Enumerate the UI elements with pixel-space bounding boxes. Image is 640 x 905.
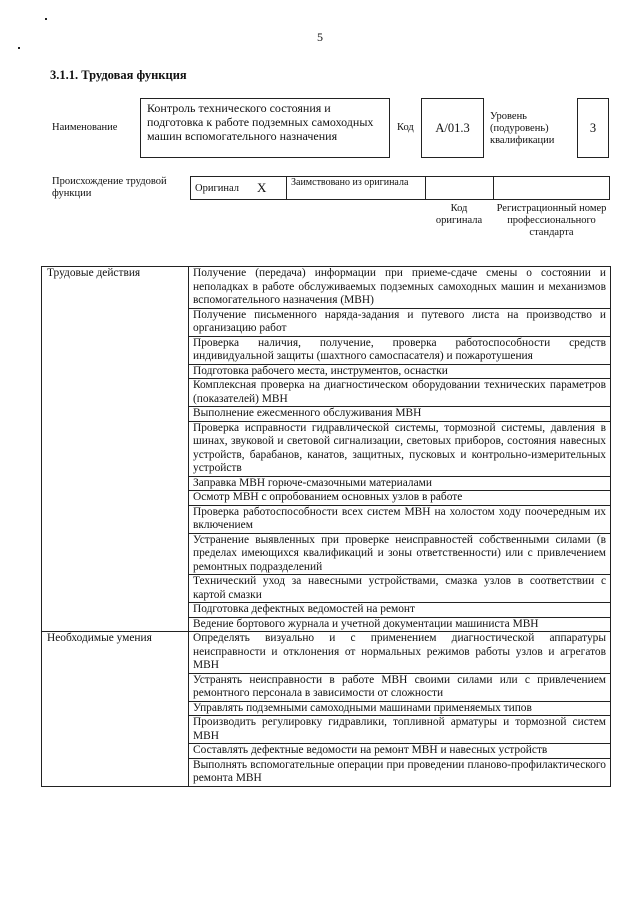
original-cell bbox=[191, 177, 287, 199]
page-number: 5 bbox=[317, 30, 323, 44]
list-item: Выполнение ежесменного обслуживания МВН bbox=[189, 407, 611, 422]
section-title: 3.1.1. Трудовая функция bbox=[50, 68, 187, 82]
list-item: Выполнять вспомогательные операции при проведении планово-профилактического ремонта МВН bbox=[189, 758, 611, 786]
name-label: Наименование bbox=[52, 122, 118, 133]
list-item: Получение письменного наряда-задания и путевого листа на производство и организацию работ bbox=[189, 308, 611, 336]
reg-number-caption: Регистрационный номер профессионального стандарта bbox=[496, 203, 607, 238]
table-row bbox=[42, 267, 611, 309]
code-label: Код bbox=[397, 122, 414, 133]
list-item: Комплексная проверка на диагностическом оборудовании технических параметров (показателей) МВН bbox=[189, 379, 611, 407]
list-item: Подготовка рабочего места, инструментов, оснастки bbox=[189, 364, 611, 379]
function-name-value: Контроль технического состояния и подготовка к работе подземных самоходных машин вспомогательного назначения bbox=[147, 101, 374, 143]
required-skills-label: Необходимые умения bbox=[42, 632, 189, 787]
labor-actions-label: Трудовые действия bbox=[42, 267, 189, 632]
level-label: Уровень (подуровень) квалификации bbox=[490, 111, 555, 146]
list-item: Устранять неисправности в работе МВН своими силами или с привлечением ремонтного персонала в зависимости от сложности bbox=[189, 673, 611, 701]
reg-number-cell bbox=[494, 177, 609, 199]
table-row bbox=[42, 632, 611, 674]
origin-row bbox=[190, 176, 610, 200]
function-name-box bbox=[140, 98, 390, 158]
list-item: Осмотр МВН с опробованием основных узлов в работе bbox=[189, 491, 611, 506]
original-label: Оригинал bbox=[195, 183, 239, 194]
code-original-cell bbox=[426, 177, 494, 199]
list-item: Составлять дефектные ведомости на ремонт МВН и навесных устройств bbox=[189, 744, 611, 759]
level-box bbox=[577, 98, 609, 158]
code-original-caption: Код оригинала bbox=[435, 203, 483, 226]
list-item: Управлять подземными самоходными машинами применяемых типов bbox=[189, 701, 611, 716]
list-item: Устранение выявленных при проверке неисправностей собственными силами (в пределах имеющихся квалификаций и зоны ответственности) или с привлечением ремонтных подразделений bbox=[189, 533, 611, 575]
list-item: Проверка работоспособности всех систем МВН на холостом ходу поочередным их включением bbox=[189, 505, 611, 533]
list-item: Заправка МВН горюче-смазочными материалами bbox=[189, 476, 611, 491]
borrowed-label: Заимствовано из оригинала bbox=[291, 177, 409, 188]
origin-label: Происхождение трудовой функции bbox=[52, 176, 167, 199]
function-content-table bbox=[41, 266, 611, 787]
borrowed-cell bbox=[287, 177, 426, 199]
list-item: Подготовка дефектных ведомостей на ремонт bbox=[189, 603, 611, 618]
list-item: Получение (передача) информации при приеме-сдаче смены о состоянии и неполадках в работе обслуживаемых подземных самоходных машин и механизмов вспомогательного назначения (МВН) bbox=[189, 267, 611, 309]
list-item: Технический уход за навесными устройствами, смазка узлов в соответствии с картой смазки bbox=[189, 575, 611, 603]
list-item: Ведение бортового журнала и учетной документации машиниста МВН bbox=[189, 617, 611, 632]
list-item: Производить регулировку гидравлики, топливной арматуры и тормозной систем МВН bbox=[189, 716, 611, 744]
list-item: Определять визуально и с применением диагностической аппаратуры неисправности и отклонения от нормальных режимов работы узлов и агрегатов МВН bbox=[189, 632, 611, 674]
original-mark: X bbox=[257, 180, 267, 195]
list-item: Проверка исправности гидравлической системы, тормозной системы, давления в шинах, звуковой и световой сигнализации, световых приборов, состояния навесных устройств, барабанов, канатов, защитных, пусковых и контрольно-измерительных устройств bbox=[189, 421, 611, 476]
code-value: А/01.3 bbox=[435, 120, 470, 135]
list-item: Проверка наличия, получение, проверка работоспособности средств индивидуальной защиты (шахтного самоспасателя) и пожаротушения bbox=[189, 336, 611, 364]
code-box bbox=[421, 98, 484, 158]
level-value: 3 bbox=[589, 120, 597, 135]
scan-speck bbox=[18, 47, 20, 49]
scan-speck bbox=[45, 18, 47, 20]
